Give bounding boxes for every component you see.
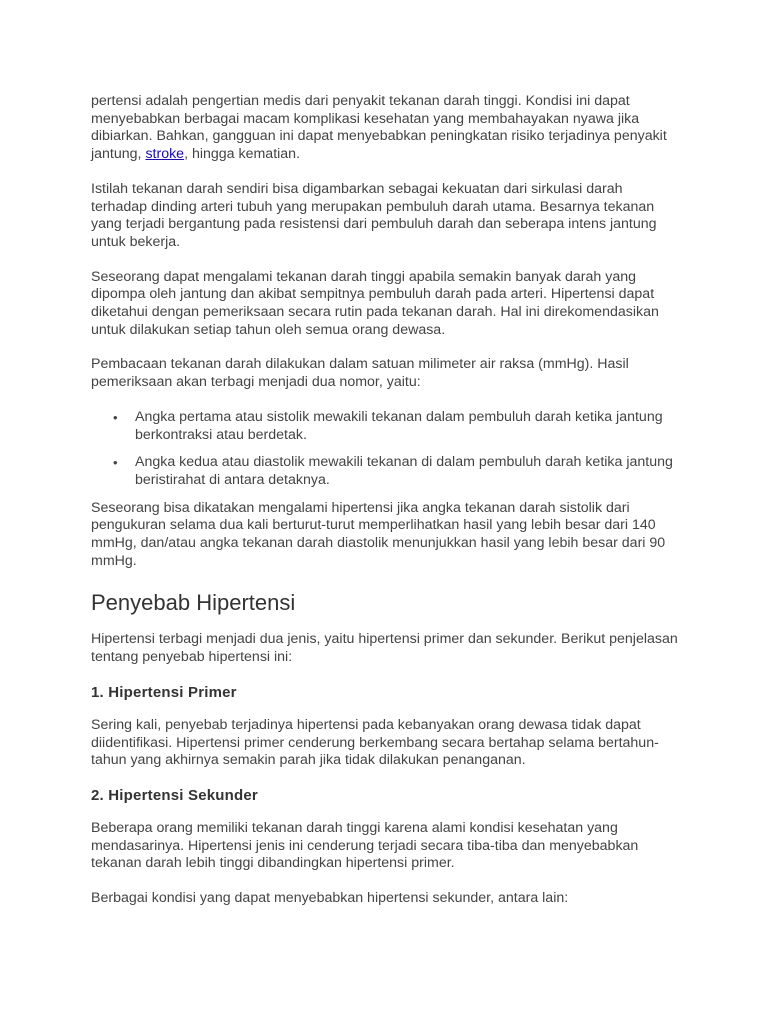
intro-text-1a: pertensi adalah pengertian medis dari penyakit tekanan darah tinggi. Kondisi ini dapat menyebabkan berbagai macam komplikasi kesehatan yang membahayakan nyawa jika dibiarkan. Bahkan, gangguan ini dapat menyebabkan peningkatan risiko terjadinya penyakit jantung, (91, 93, 667, 163)
sekunder-paragraph: Beberapa orang memiliki tekanan darah tinggi karena alami kondisi kesehatan yang mendasarinya. Hipertensi jenis ini cenderung terjadi secara tiba-tiba dan menyebabkan tekanan darah lebih tinggi dibandingkan hipertensi primer. (91, 819, 639, 872)
criteria-paragraph: Seseorang bisa dikatakan mengalami hipertensi jika angka tekanan darah sistolik dari pengukuran selama dua kali berturut-turut memperlihatkan hasil yang lebih besar dari 140 mmHg, dan/atau angka tekanan darah diastolik menunjukkan hasil yang lebih besar dari 90 mmHg. (91, 499, 666, 569)
bullet-icon: • (113, 409, 118, 425)
intro-paragraph-4: Pembacaan tekanan darah dilakukan dalam satuan milimeter air raksa (mmHg). Hasil pemeriksaan akan terbagi menjadi dua nomor, yaitu: (91, 356, 629, 391)
sekunder-heading: 2. Hipertensi Sekunder (91, 786, 258, 804)
bullet-icon: • (113, 455, 118, 471)
intro-paragraph-3: Seseorang dapat mengalami tekanan darah tinggi apabila semakin banyak darah yang dipompa oleh jantung dan akibat sempitnya pembuluh darah pada arteri. Hipertensi dapat diketahui dengan pemeriksaan secara rutin pada tekanan darah. Hal ini direkomendasikan untuk dilakukan setiap tahun oleh semua orang dewasa. (91, 268, 659, 338)
intro-paragraph-2: Istilah tekanan darah sendiri bisa digambarkan sebagai kekuatan dari sirkulasi darah terhadap dinding arteri tubuh yang merupakan pembuluh darah utama. Besarnya tekanan yang terjadi bergantung pada resistensi dari pembuluh darah dan seberapa intens jantung untuk bekerja. (91, 180, 657, 250)
section-intro: Hipertensi terbagi menjadi dua jenis, yaitu hipertensi primer dan sekunder. Berikut penjelasan tentang penyebab hipertensi ini: (91, 631, 678, 666)
article-body (91, 93, 681, 925)
section-title: Penyebab Hipertensi (91, 590, 296, 616)
list-item-text: Angka kedua atau diastolik mewakili tekanan di dalam pembuluh darah ketika jantung beristirahat di antara detaknya. (135, 454, 673, 488)
primer-paragraph: Sering kali, penyebab terjadinya hipertensi pada kebanyakan orang dewasa tidak dapat diidentifikasi. Hipertensi primer cenderung berkembang secara bertahap selama bertahun-tahun yang akhirnya semakin parah jika tidak dilakukan penanganan. (91, 716, 659, 769)
list-item-text: Angka pertama atau sistolik mewakili tekanan dalam pembuluh darah ketika jantung berkontraksi atau berdetak. (135, 408, 663, 443)
intro-paragraph-1 (91, 93, 681, 164)
closing-paragraph: Berbagai kondisi yang dapat menyebabkan hipertensi sekunder, antara lain: (91, 890, 569, 907)
list-item (91, 409, 681, 444)
primer-heading: 1. Hipertensi Primer (91, 683, 237, 701)
stroke-link[interactable]: stroke (145, 146, 185, 163)
reading-list (91, 409, 681, 490)
intro-text-1b: , hingga kematian. (184, 146, 301, 163)
list-item (91, 454, 681, 489)
